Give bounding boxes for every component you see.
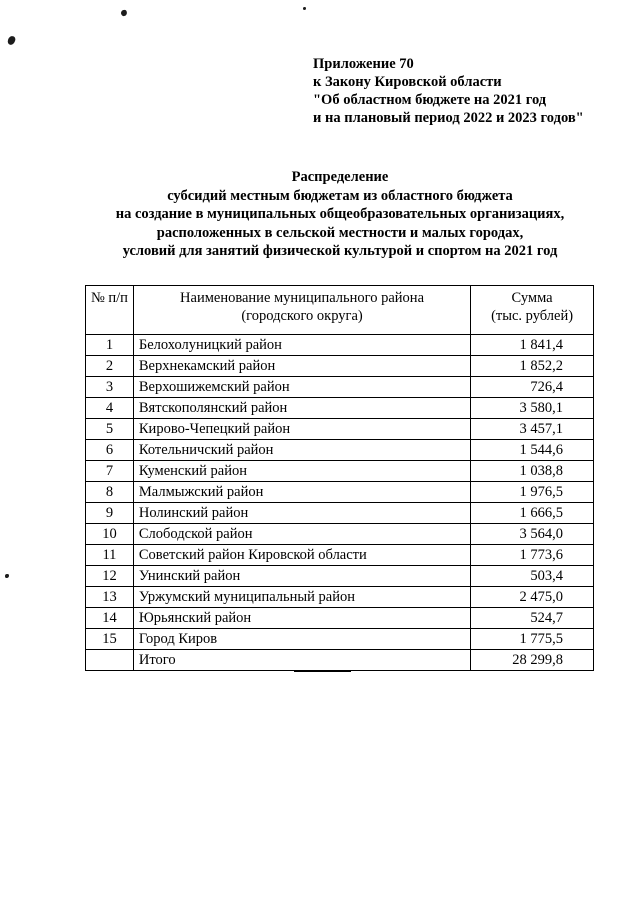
table-total-row — [86, 650, 594, 671]
table-row — [86, 503, 594, 524]
column-header-name-line: (городского округа) — [241, 308, 363, 324]
table-row — [86, 461, 594, 482]
row-sum: 3 457,1 — [471, 419, 594, 440]
table-row — [86, 356, 594, 377]
row-number: 12 — [86, 566, 134, 587]
row-name: Кирово-Чепецкий район — [133, 419, 470, 440]
row-sum: 1 841,4 — [471, 335, 594, 356]
row-sum: 3 564,0 — [471, 524, 594, 545]
title-line: Распределение — [291, 169, 389, 185]
row-name: Город Киров — [133, 629, 470, 650]
scan-artifact — [7, 35, 16, 46]
row-number: 15 — [86, 629, 134, 650]
row-name: Малмыжский район — [133, 482, 470, 503]
table-row — [86, 377, 594, 398]
total-label: Итого — [133, 650, 470, 671]
reference-line: к Закону Кировской области — [313, 74, 502, 90]
row-number: 10 — [86, 524, 134, 545]
row-number: 5 — [86, 419, 134, 440]
table-body — [86, 335, 594, 650]
document-reference — [313, 55, 584, 127]
scan-artifact — [303, 7, 306, 10]
column-header-number: № п/п — [86, 286, 134, 335]
row-number: 6 — [86, 440, 134, 461]
row-sum: 726,4 — [471, 377, 594, 398]
table-header-row — [86, 286, 594, 335]
row-name: Верхошижемский район — [133, 377, 470, 398]
table-row — [86, 629, 594, 650]
row-number: 9 — [86, 503, 134, 524]
reference-line: "Об областном бюджете на 2021 год — [313, 92, 547, 108]
title-line: условий для занятий физической культурой и спортом на 2021 год — [122, 243, 558, 259]
row-sum: 1 976,5 — [471, 482, 594, 503]
row-name: Верхнекамский район — [133, 356, 470, 377]
title-line: на создание в муниципальных общеобразовательных организациях, — [115, 206, 565, 222]
scan-artifact — [120, 9, 128, 17]
table-row — [86, 440, 594, 461]
row-sum: 1 775,5 — [471, 629, 594, 650]
row-name: Юрьянский район — [133, 608, 470, 629]
row-name: Унинский район — [133, 566, 470, 587]
row-name: Куменский район — [133, 461, 470, 482]
row-sum: 1 666,5 — [471, 503, 594, 524]
row-number: 14 — [86, 608, 134, 629]
column-header-sum-line: Сумма — [511, 290, 553, 306]
row-sum: 524,7 — [471, 608, 594, 629]
table-row — [86, 545, 594, 566]
row-name: Нолинский район — [133, 503, 470, 524]
row-name: Котельничский район — [133, 440, 470, 461]
row-sum: 503,4 — [471, 566, 594, 587]
row-number: 11 — [86, 545, 134, 566]
row-sum: 1 773,6 — [471, 545, 594, 566]
table-row — [86, 419, 594, 440]
title-line: расположенных в сельской местности и малых городах, — [156, 224, 524, 241]
end-rule — [294, 671, 351, 672]
row-sum: 1 544,6 — [471, 440, 594, 461]
row-number: 2 — [86, 356, 134, 377]
row-number: 13 — [86, 587, 134, 608]
total-empty-cell — [86, 650, 134, 671]
row-sum: 2 475,0 — [471, 587, 594, 608]
row-number: 7 — [86, 461, 134, 482]
row-name: Белохолуницкий район — [133, 335, 470, 356]
table-row — [86, 335, 594, 356]
table-row — [86, 524, 594, 545]
scan-artifact — [5, 574, 9, 578]
row-name: Уржумский муниципальный район — [133, 587, 470, 608]
row-name: Слободской район — [133, 524, 470, 545]
title-line: субсидий местным бюджетам из областного бюджета — [167, 187, 513, 204]
column-header-sum-line: (тыс. рублей) — [491, 308, 574, 324]
table-row — [86, 608, 594, 629]
table-row — [86, 398, 594, 419]
row-number: 3 — [86, 377, 134, 398]
row-sum: 1 852,2 — [471, 356, 594, 377]
distribution-table — [85, 285, 594, 671]
column-header-name-line: Наименование муниципального района — [180, 290, 425, 306]
row-number: 4 — [86, 398, 134, 419]
row-name: Вятскополянский район — [133, 398, 470, 419]
table-row — [86, 482, 594, 503]
table-row — [86, 566, 594, 587]
total-sum: 28 299,8 — [471, 650, 594, 671]
reference-line: Приложение 70 — [313, 56, 414, 72]
row-name: Советский район Кировской области — [133, 545, 470, 566]
column-header-sum — [471, 286, 594, 335]
column-header-name — [133, 286, 470, 335]
row-number: 8 — [86, 482, 134, 503]
document-title — [85, 168, 595, 261]
table-row — [86, 587, 594, 608]
row-sum: 1 038,8 — [471, 461, 594, 482]
row-sum: 3 580,1 — [471, 398, 594, 419]
reference-line: и на плановый период 2022 и 2023 годов" — [313, 110, 584, 126]
row-number: 1 — [86, 335, 134, 356]
